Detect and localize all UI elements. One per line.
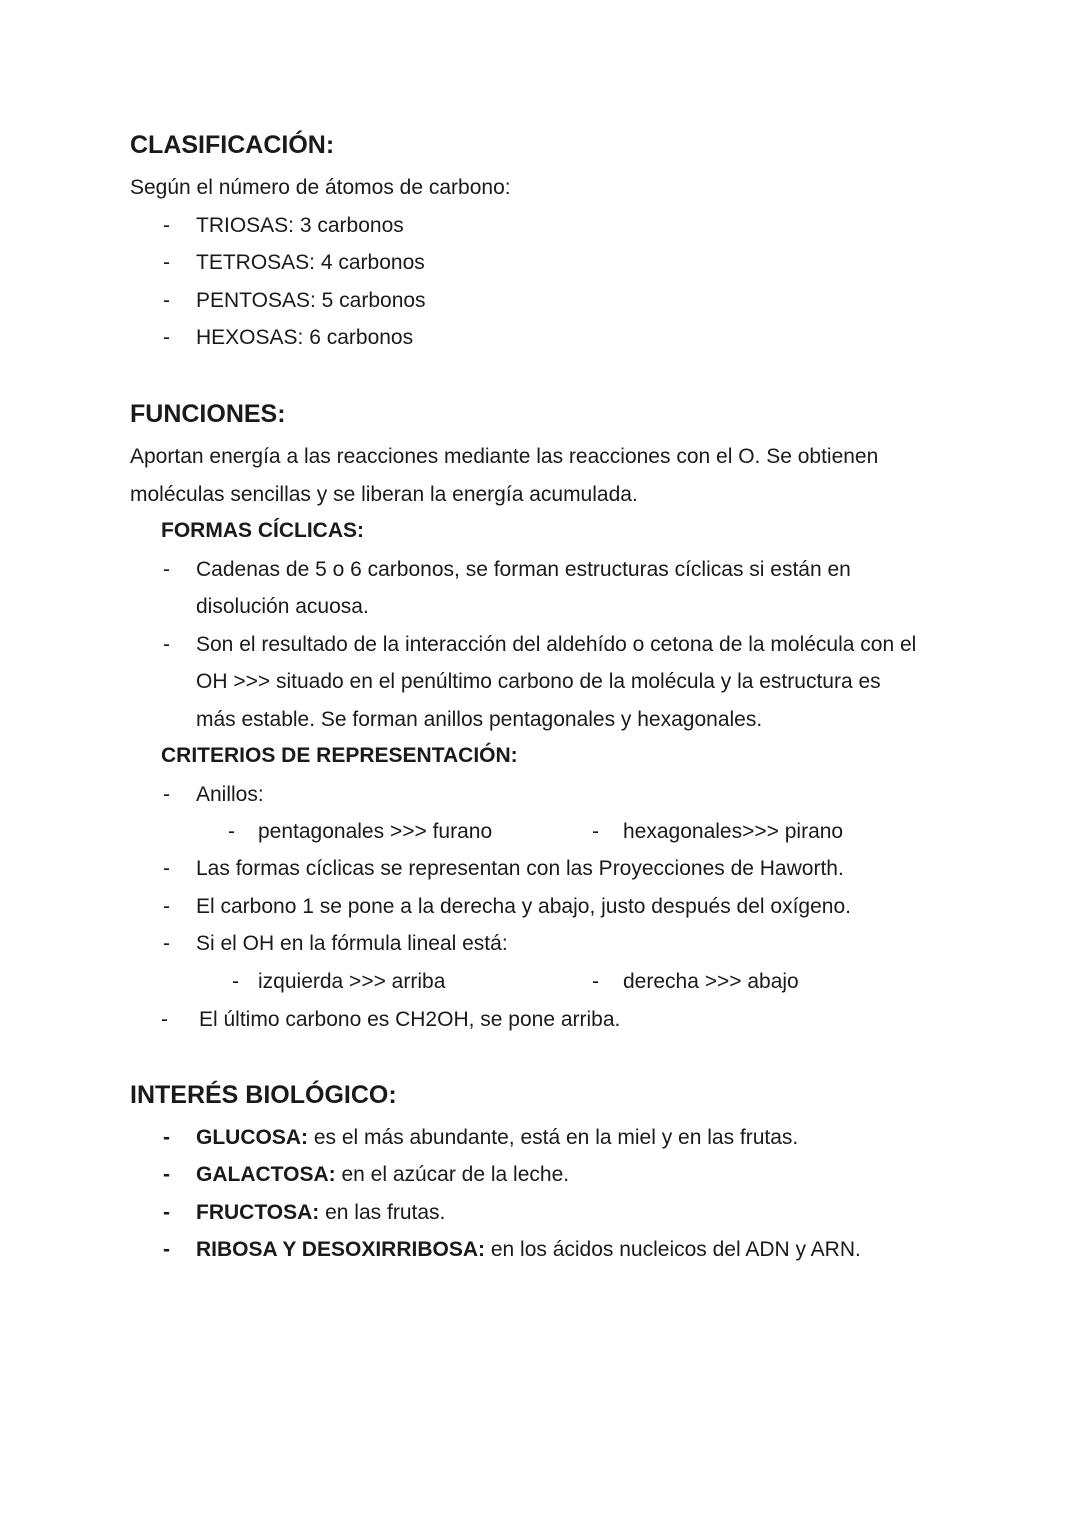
formas-item2-line2: OH >>> situado en el penúltimo carbono de la molécula y la estructura es	[196, 670, 881, 693]
funciones-paragraph-line1: Aportan energía a las reacciones mediante las reacciones con el O. Se obtienen	[130, 445, 879, 468]
oh-derecha: derecha >>> abajo	[623, 970, 799, 993]
bullet-dash: -	[163, 1163, 170, 1186]
formas-item1-line2: disolución acuosa.	[196, 595, 369, 618]
criterios-anillos: Anillos:	[196, 783, 264, 806]
bullet-dash: -	[163, 857, 170, 880]
list-item-hexosas: HEXOSAS: 6 carbonos	[196, 326, 414, 349]
bullet-dash: -	[163, 251, 170, 274]
bullet-dash: -	[163, 783, 170, 806]
desc-glucosa: es el más abundante, está en la miel y en las frutas.	[308, 1126, 799, 1149]
criterios-haworth: Las formas cíclicas se representan con las Proyecciones de Haworth.	[196, 857, 844, 880]
term-fructosa: FRUCTOSA:	[196, 1201, 320, 1224]
list-item-glucosa	[196, 1127, 798, 1148]
list-item-fructosa	[196, 1202, 445, 1223]
bullet-dash: -	[163, 1126, 170, 1149]
list-item-ribosa	[196, 1239, 861, 1260]
clasificacion-intro: Según el número de átomos de carbono:	[130, 176, 511, 199]
anillos-hexagonales: hexagonales>>> pirano	[623, 820, 844, 843]
desc-fructosa: en las frutas.	[319, 1201, 446, 1224]
bullet-dash: -	[163, 895, 170, 918]
list-item-galactosa	[196, 1164, 569, 1185]
desc-galactosa: en el azúcar de la leche.	[335, 1163, 570, 1186]
bullet-dash: -	[163, 1238, 170, 1261]
criterios-oh: Si el OH en la fórmula lineal está:	[196, 932, 508, 955]
list-item-pentosas: PENTOSAS: 5 carbonos	[196, 289, 426, 312]
list-item-triosas: TRIOSAS: 3 carbonos	[196, 214, 404, 237]
heading-formas-ciclicas: FORMAS CÍCLICAS:	[161, 519, 364, 542]
anillos-pentagonales: pentagonales >>> furano	[258, 820, 493, 843]
term-ribosa: RIBOSA Y DESOXIRRIBOSA:	[196, 1238, 485, 1261]
bullet-dash: -	[163, 214, 170, 237]
formas-item2-line1: Son el resultado de la interacción del aldehído o cetona de la molécula con el	[196, 633, 917, 656]
bullet-dash: -	[163, 633, 170, 656]
bullet-dash: -	[232, 970, 239, 993]
term-galactosa: GALACTOSA:	[196, 1163, 336, 1186]
bullet-dash: -	[163, 289, 170, 312]
bullet-dash: -	[592, 970, 599, 993]
criterios-ultimo: El último carbono es CH2OH, se pone arriba.	[199, 1008, 621, 1031]
bullet-dash: -	[163, 1201, 170, 1224]
heading-clasificacion: CLASIFICACIÓN:	[130, 131, 335, 159]
heading-interes-biologico: INTERÉS BIOLÓGICO:	[130, 1081, 397, 1109]
term-glucosa: GLUCOSA:	[196, 1126, 308, 1149]
heading-criterios: CRITERIOS DE REPRESENTACIÓN:	[161, 744, 518, 767]
bullet-dash: -	[163, 558, 170, 581]
oh-izquierda: izquierda >>> arriba	[258, 970, 446, 993]
criterios-carbono1: El carbono 1 se pone a la derecha y abajo, justo después del oxígeno.	[196, 895, 851, 918]
formas-item1-line1: Cadenas de 5 o 6 carbonos, se forman estructuras cíclicas si están en	[196, 558, 851, 581]
formas-item2-line3: más estable. Se forman anillos pentagonales y hexagonales.	[196, 708, 763, 731]
bullet-dash: -	[163, 932, 170, 955]
bullet-dash: -	[592, 820, 599, 843]
desc-ribosa: en los ácidos nucleicos del ADN y ARN.	[485, 1238, 861, 1261]
bullet-dash: -	[161, 1008, 168, 1031]
bullet-dash: -	[163, 326, 170, 349]
list-item-tetrosas: TETROSAS: 4 carbonos	[196, 251, 425, 274]
bullet-dash: -	[228, 820, 235, 843]
funciones-paragraph-line2: moléculas sencillas y se liberan la energía acumulada.	[130, 483, 638, 506]
heading-funciones: FUNCIONES:	[130, 400, 286, 428]
